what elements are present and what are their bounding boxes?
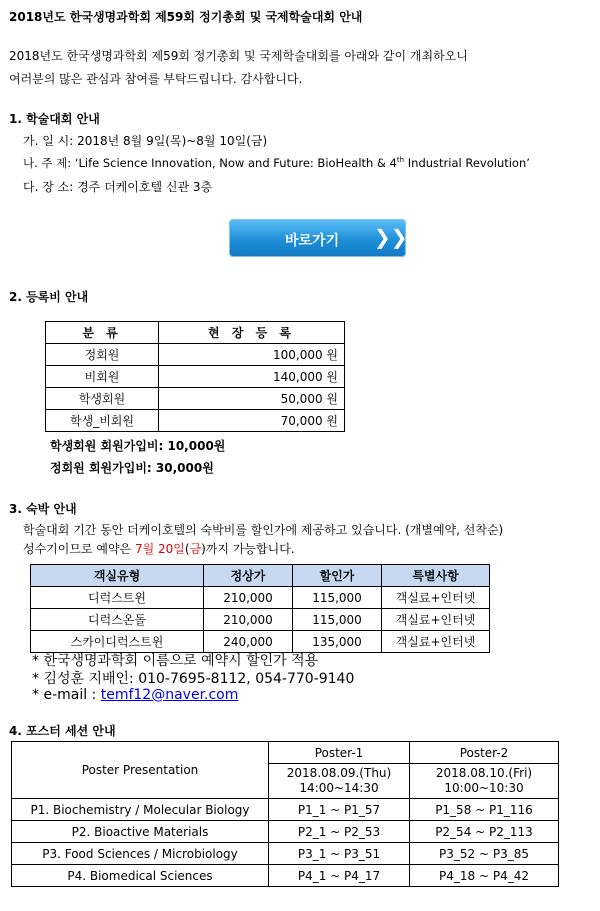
poster-1-range: P2_1 ~ P2_53 (269, 821, 410, 843)
poster-1-range: P3_1 ~ P3_51 (269, 843, 410, 865)
header-category: 분 류 (46, 322, 159, 344)
email-line (32, 687, 238, 703)
poster-2-range: P4_18 ~ P4_42 (410, 865, 559, 887)
header-onsite: 현 장 등 록 (159, 322, 345, 344)
header-discount-price: 할인가 (293, 565, 382, 587)
regular-price: 240,000 (204, 631, 293, 653)
table-header-row (46, 322, 345, 344)
hotel-rate-table (30, 564, 490, 653)
table-row (46, 344, 345, 366)
fee-category: 정회원 (46, 344, 159, 366)
special-note: 객실료+인터넷 (382, 631, 490, 653)
section1-heading: 1. 학술대회 안내 (9, 112, 100, 126)
lodging-line-2-pre: 성수기이므로 예약은 (23, 542, 135, 556)
poster-category: P3. Food Sciences / Microbiology (12, 843, 269, 865)
section4-heading: 4. 포스터 세션 안내 (9, 724, 116, 738)
discount-note: * 한국생명과학회 이름으로 예약시 할인가 적용 (32, 653, 319, 669)
intro-line-1: 2018년도 한국생명과학회 제59회 정기총회 및 국제학술대회를 아래와 같이 개최하오니 (9, 49, 468, 63)
section2-heading: 2. 등록비 안내 (9, 290, 89, 304)
poster-presentation-label: Poster Presentation (12, 742, 269, 799)
regular-membership-fee: 정회원 회원가입비: 30,000원 (50, 461, 214, 475)
event-venue: 다. 장 소: 경주 더케이호텔 신관 3층 (23, 180, 213, 194)
room-type: 디럭스온돌 (31, 609, 204, 631)
go-button[interactable] (229, 219, 406, 257)
theme-prefix: 나. 주 제: ‘Life Science Innovation, Now and Future: BioHealth & 4 (23, 156, 397, 170)
table-header-row (12, 742, 559, 764)
deadline-day: 금 (189, 542, 202, 556)
poster-category: P2. Bioactive Materials (12, 821, 269, 843)
paren-open: ( (184, 542, 190, 556)
table-row (31, 587, 490, 609)
room-type: 디럭스트윈 (31, 587, 204, 609)
poster-1-date: 2018.08.09.(Thu) (286, 766, 392, 780)
table-row (46, 366, 345, 388)
fee-amount: 50,000 원 (159, 388, 345, 410)
registration-fee-table (45, 321, 345, 432)
poster-session-table (11, 741, 559, 887)
lodging-line-2-post: )까지 가능합니다. (201, 542, 295, 556)
header-poster-1: Poster-1 (269, 742, 410, 764)
student-membership-fee: 학생회원 회원가입비: 10,000원 (50, 439, 226, 453)
poster-category: P1. Biochemistry / Molecular Biology (12, 799, 269, 821)
email-link[interactable]: temf12@naver.com (100, 687, 239, 703)
fee-category: 학생_비회원 (46, 410, 159, 432)
discount-price: 115,000 (293, 609, 382, 631)
room-type: 스카이디럭스트윈 (31, 631, 204, 653)
table-row (31, 609, 490, 631)
regular-price: 210,000 (204, 587, 293, 609)
fee-amount: 140,000 원 (159, 366, 345, 388)
section3-heading: 3. 숙박 안내 (9, 502, 77, 516)
poster-1-time: 14:00~14:30 (299, 781, 379, 795)
deadline-date: 7월 20일 (134, 542, 185, 556)
poster-2-range: P1_58 ~ P1_116 (410, 799, 559, 821)
regular-price: 210,000 (204, 609, 293, 631)
table-row (12, 865, 559, 887)
event-theme (23, 155, 530, 171)
header-regular-price: 정상가 (204, 565, 293, 587)
poster-2-range: P3_52 ~ P3_85 (410, 843, 559, 865)
discount-price: 135,000 (293, 631, 382, 653)
poster-1-schedule (269, 764, 410, 799)
lodging-line-2 (23, 540, 295, 557)
discount-price: 115,000 (293, 587, 382, 609)
header-poster-2: Poster-2 (410, 742, 559, 764)
poster-2-schedule (410, 764, 559, 799)
fee-category: 비회원 (46, 366, 159, 388)
poster-1-range: P4_1 ~ P4_17 (269, 865, 410, 887)
table-row (12, 799, 559, 821)
table-row (12, 843, 559, 865)
fee-amount: 70,000 원 (159, 410, 345, 432)
special-note: 객실료+인터넷 (382, 587, 490, 609)
email-label: * e-mail : (32, 687, 101, 703)
table-header-row (31, 565, 490, 587)
fee-amount: 100,000 원 (159, 344, 345, 366)
poster-2-range: P2_54 ~ P2_113 (410, 821, 559, 843)
poster-1-range: P1_1 ~ P1_57 (269, 799, 410, 821)
poster-2-time: 10:00~10:30 (444, 781, 524, 795)
double-chevron-right-icon: ❯❯ (374, 225, 408, 249)
table-row (12, 821, 559, 843)
special-note: 객실료+인터넷 (382, 609, 490, 631)
theme-sup: th (396, 156, 405, 165)
poster-category: P4. Biomedical Sciences (12, 865, 269, 887)
fee-category: 학생회원 (46, 388, 159, 410)
event-date: 가. 일 시: 2018년 8월 9일(목)~8월 10일(금) (23, 134, 268, 148)
go-button-label: 바로가기 (285, 233, 340, 249)
lodging-line-1: 학술대회 기간 동안 더케이호텔의 숙박비를 할인가에 제공하고 있습니다. (개별예약, 선착순) (23, 523, 504, 537)
table-row (46, 388, 345, 410)
intro-line-2: 여러분의 많은 관심과 참여를 부탁드립니다. 감사합니다. (9, 72, 303, 86)
manager-contact: * 김성훈 지배인: 010-7695-8112, 054-770-9140 (32, 671, 355, 687)
poster-2-date: 2018.08.10.(Fri) (435, 766, 533, 780)
header-special-notes: 특별사항 (382, 565, 490, 587)
table-row (46, 410, 345, 432)
page-title: 2018년도 한국생명과학회 제59회 정기총회 및 국제학술대회 안내 (9, 10, 363, 24)
theme-suffix: Industrial Revolution’ (404, 156, 530, 170)
header-room-type: 객실유형 (31, 565, 204, 587)
